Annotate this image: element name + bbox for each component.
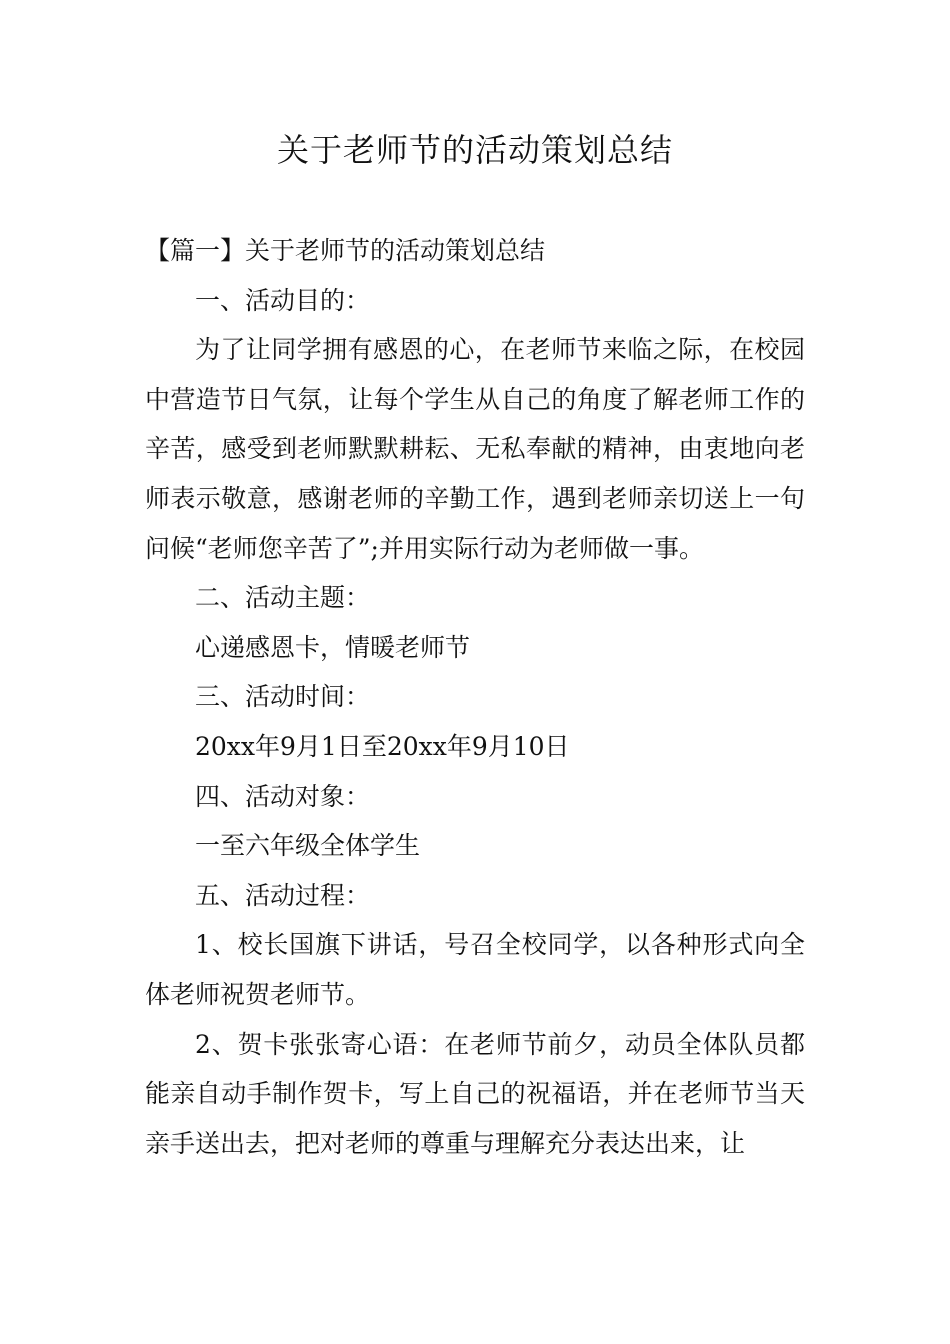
paragraph-process-1: 1、校长国旗下讲话，号召全校同学，以各种形式向全体老师祝贺老师节。 [145,930,805,1009]
heading-purpose: 一、活动目的： [195,285,371,315]
document-title: 关于老师节的活动策划总结 [276,131,673,169]
heading-audience: 四、活动对象： [195,781,371,811]
heading-theme: 二、活动主题： [195,583,371,613]
heading-time: 三、活动时间： [195,682,371,712]
paragraph-theme: 心递感恩卡，情暖老师节 [195,632,471,662]
section-heading-part-one: 【篇一】关于老师节的活动策划总结 [145,236,546,265]
document-body [145,226,805,1168]
paragraph-purpose: 为了让同学拥有感恩的心，在老师节来临之际，在校园中营造节日气氛，让每个学生从自己的角度了解老师工作的辛苦，感受到老师默默耕耘、无私奉献的精神，由衷地向老师表示敬意，感谢老师的辛勤工作，遇到老师亲切送上一句问候“老师您辛苦了”;并用实际行动为老师做一事。 [145,335,805,563]
paragraph-process-2: 2、贺卡张张寄心语：在老师节前夕，动员全体队员都能亲自动手制作贺卡，写上自己的祝福语，并在老师节当天亲手送出去，把对老师的尊重与理解充分表达出来，让 [145,1029,805,1158]
paragraph-time: 20xx年9月1日至20xx年9月10日 [195,731,570,761]
paragraph-audience: 一至六年级全体学生 [195,831,421,861]
heading-process: 五、活动过程： [195,880,371,910]
